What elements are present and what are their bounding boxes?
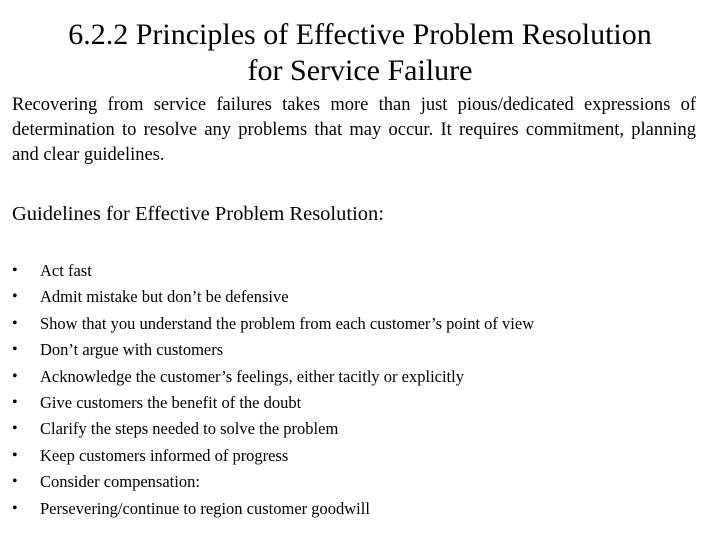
slide-title bbox=[20, 17, 700, 89]
guideline-text: Clarify the steps needed to solve the problem bbox=[40, 419, 339, 439]
guideline-item bbox=[12, 443, 712, 469]
bullet-icon: • bbox=[12, 393, 18, 411]
slide-title-line-1: 6.2.2 Principles of Effective Problem Resolution bbox=[68, 18, 652, 51]
guideline-text: Acknowledge the customer’s feelings, either tacitly or explicitly bbox=[40, 366, 464, 386]
guideline-item bbox=[12, 390, 712, 416]
guideline-item bbox=[12, 258, 712, 284]
guideline-text: Don’t argue with customers bbox=[40, 340, 224, 360]
guideline-text: Consider compensation: bbox=[40, 472, 200, 492]
bullet-icon: • bbox=[12, 420, 18, 438]
bullet-icon: • bbox=[12, 341, 18, 359]
bullet-icon: • bbox=[12, 499, 18, 517]
bullet-icon: • bbox=[12, 262, 18, 279]
guideline-text: Act fast bbox=[40, 261, 92, 280]
guideline-item bbox=[12, 284, 712, 310]
guideline-text: Admit mistake but don’t be defensive bbox=[40, 287, 289, 307]
guideline-item bbox=[12, 496, 712, 522]
guideline-text: Give customers the benefit of the doubt bbox=[40, 392, 302, 412]
guidelines-heading: Guidelines for Effective Problem Resolution: bbox=[12, 203, 384, 225]
guideline-text: Persevering/continue to region customer goodwill bbox=[40, 498, 370, 518]
guidelines-list bbox=[12, 258, 712, 522]
guideline-item bbox=[12, 416, 712, 442]
slide-title-line-2: for Service Failure bbox=[247, 54, 473, 87]
guideline-text: Show that you understand the problem from each customer’s point of view bbox=[40, 313, 535, 333]
guideline-item bbox=[12, 337, 712, 363]
guideline-item bbox=[12, 364, 712, 390]
bullet-icon: • bbox=[12, 473, 18, 491]
bullet-icon: • bbox=[12, 367, 18, 385]
bullet-icon: • bbox=[12, 314, 18, 332]
bullet-icon: • bbox=[12, 446, 18, 464]
guideline-item bbox=[12, 311, 712, 337]
guideline-text: Keep customers informed of progress bbox=[40, 445, 289, 465]
guideline-item bbox=[12, 469, 712, 495]
intro-paragraph: Recovering from service failures takes more than just pious/dedicated expressions of determination to resolve any problems that may occur. It requires commitment, planning and clear guidelines. bbox=[12, 95, 696, 165]
bullet-icon: • bbox=[12, 288, 18, 306]
